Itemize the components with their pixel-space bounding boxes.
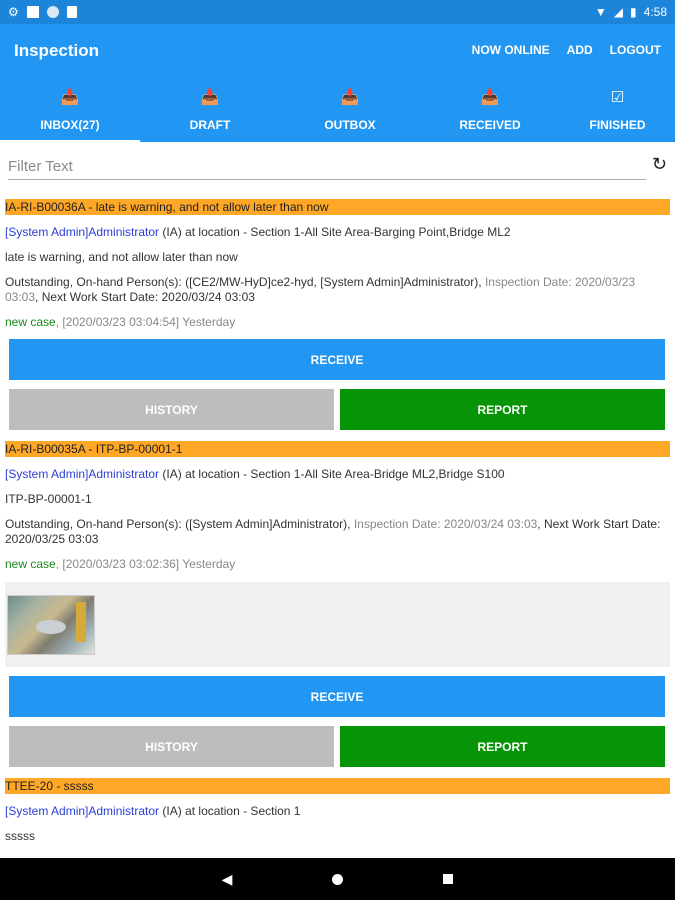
case-user: [System Admin]Administrator	[5, 467, 160, 481]
app-actions	[472, 43, 661, 57]
gear-icon: ⚙	[8, 5, 19, 19]
status-bar	[0, 0, 675, 24]
tab-inbox[interactable]	[0, 86, 140, 142]
tab-label: DRAFT	[189, 118, 231, 132]
next-work-date: , Next Work Start Date: 2020/03/25 03:03	[5, 517, 661, 546]
tab-label: OUTBOX	[324, 118, 376, 132]
case-assignee	[5, 804, 670, 819]
inspection-date: Inspection Date: 2020/03/24 03:03	[353, 517, 538, 531]
filter-input[interactable]	[8, 154, 646, 180]
tab-received[interactable]	[420, 86, 560, 142]
case-status-line	[5, 315, 670, 330]
inspection-date: Inspection Date: 2020/03/23 03:03	[5, 275, 636, 304]
next-work-date: , Next Work Start Date: 2020/03/24 03:03	[35, 290, 255, 304]
back-icon[interactable]: ◀	[221, 870, 233, 887]
outstanding-persons: Outstanding, On-hand Person(s): ([CE2/MW-HyD]ce2-hyd, [System Admin]Administrator),	[5, 275, 485, 289]
tab-bar	[0, 86, 675, 142]
case-status: new case	[5, 315, 56, 329]
case-description: sssss	[5, 829, 35, 843]
inbox-tray-icon: 📥	[340, 89, 360, 106]
case-role: (IA)	[159, 467, 182, 481]
history-button[interactable]: HISTORY	[9, 726, 334, 767]
app-bar	[0, 24, 675, 142]
filter-bar	[0, 142, 675, 188]
tab-outbox[interactable]	[280, 86, 420, 142]
system-nav-bar	[0, 858, 675, 900]
case-item	[0, 441, 675, 767]
case-description: ITP-BP-00001-1	[5, 492, 92, 506]
receive-button[interactable]: RECEIVE	[9, 676, 665, 717]
case-item	[0, 199, 675, 430]
case-outstanding	[5, 517, 670, 547]
case-user: [System Admin]Administrator	[5, 804, 160, 818]
outstanding-persons: Outstanding, On-hand Person(s): ([System Admin]Administrator),	[5, 517, 354, 531]
tab-draft[interactable]	[140, 86, 280, 142]
receive-button[interactable]: RECEIVE	[9, 339, 665, 380]
history-button[interactable]: HISTORY	[9, 389, 334, 430]
case-timestamp: , [2020/03/23 03:02:36] Yesterday	[55, 557, 236, 571]
tab-label: RECEIVED	[459, 118, 521, 132]
case-actions	[9, 726, 670, 767]
square-icon	[27, 6, 39, 18]
now-online-button[interactable]: NOW ONLINE	[471, 43, 550, 57]
case-assignee	[5, 225, 670, 240]
home-icon[interactable]	[332, 874, 343, 885]
status-time: 4:58	[643, 5, 667, 19]
case-item	[0, 778, 675, 844]
report-button[interactable]: REPORT	[340, 389, 665, 430]
case-list[interactable]	[0, 188, 675, 858]
case-location: at location - Section 1-All Site Area-Bridge ML2,Bridge S100	[181, 467, 505, 481]
tab-finished[interactable]	[560, 86, 675, 142]
wifi-icon: ▼	[594, 5, 607, 19]
refresh-icon[interactable]: ↻	[651, 154, 667, 174]
case-status: new case	[5, 557, 56, 571]
signal-icon: ◢	[613, 5, 624, 19]
report-button[interactable]: REPORT	[340, 726, 665, 767]
case-header[interactable]: IA-RI-B00036A - late is warning, and not allow later than now	[5, 199, 670, 215]
tab-label: FINISHED	[589, 118, 646, 132]
case-description: late is warning, and not allow later than now	[5, 250, 238, 264]
case-timestamp: , [2020/03/23 03:04:54] Yesterday	[55, 315, 236, 329]
sd-card-icon	[67, 6, 77, 18]
inbox-tray-icon: 📥	[200, 89, 220, 106]
circle-icon	[47, 6, 59, 18]
case-user: [System Admin]Administrator	[5, 225, 160, 239]
case-assignee	[5, 467, 670, 482]
case-role: (IA)	[159, 804, 182, 818]
case-location: at location - Section 1	[181, 804, 301, 818]
logout-button[interactable]: LOGOUT	[609, 43, 661, 57]
case-header[interactable]: TTEE-20 - sssss	[5, 778, 670, 794]
case-actions	[9, 389, 670, 430]
battery-icon: ▮	[630, 5, 637, 19]
case-role: (IA)	[159, 225, 182, 239]
case-location: at location - Section 1-All Site Area-Barging Point,Bridge ML2	[181, 225, 511, 239]
case-outstanding	[5, 275, 670, 305]
photo-thumbnail[interactable]	[7, 595, 95, 655]
add-button[interactable]: ADD	[566, 43, 593, 57]
inbox-tray-icon: 📥	[480, 89, 500, 106]
case-header[interactable]: IA-RI-B00035A - ITP-BP-00001-1	[5, 441, 670, 457]
recent-apps-icon[interactable]	[443, 874, 453, 884]
inbox-tray-icon: 📥	[60, 89, 80, 106]
tab-label: INBOX(27)	[40, 118, 100, 132]
checkbox-icon: ☑	[610, 89, 625, 106]
app-title: Inspection	[14, 41, 100, 60]
case-status-line	[5, 557, 670, 572]
case-photos	[5, 582, 670, 667]
